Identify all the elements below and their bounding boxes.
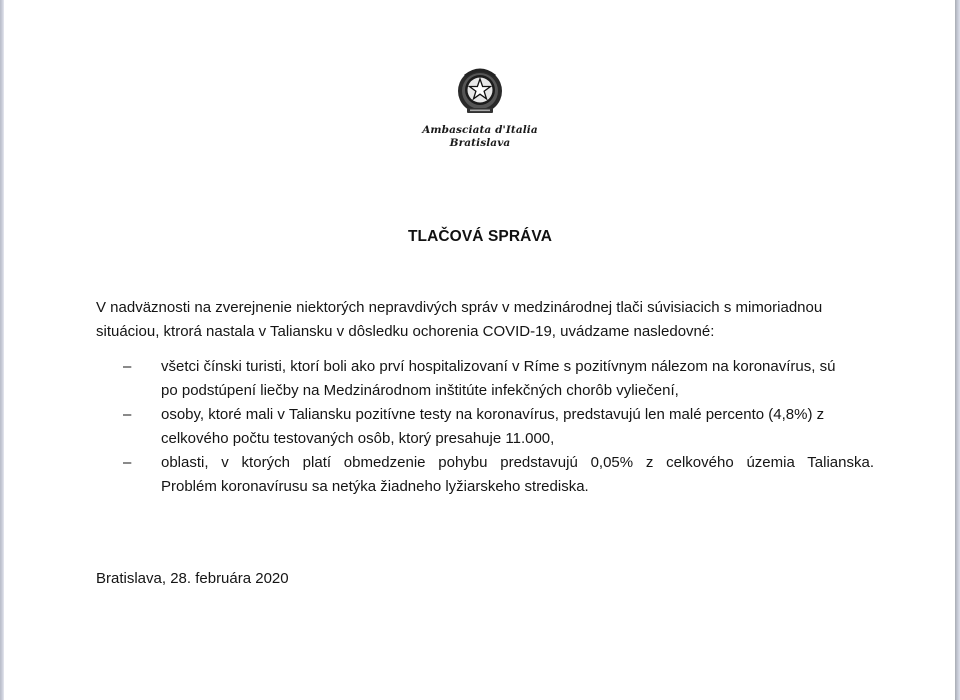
embassy-city: Bratislava xyxy=(449,137,511,149)
bullet-item xyxy=(96,403,874,451)
embassy-name: Ambasciata d'Italia xyxy=(422,124,538,136)
bullet-dash-icon: – xyxy=(123,358,132,375)
bullet-line: všetci čínski turisti, ktorí boli ako prví hospitalizovaní v Ríme s pozitívnym nálezom na koronavírus, sú xyxy=(161,358,836,375)
bullet-item xyxy=(96,451,874,499)
bullet-dash-icon: – xyxy=(123,406,132,423)
page-edge-right xyxy=(955,0,960,700)
bullet-list xyxy=(96,355,896,499)
bullet-line: osoby, ktoré mali v Taliansku pozitívne testy na koronavírus, predstavujú len malé percento (4,8%) z xyxy=(161,406,825,423)
bullet-item xyxy=(96,355,874,403)
bullet-line: celkového počtu testovaných osôb, ktorý presahuje 11.000, xyxy=(161,430,555,447)
signoff-place-date: Bratislava, 28. februára 2020 xyxy=(96,570,289,587)
bullet-line: po podstúpení liečby na Medzinárodnom inštitúte infekčných chorôb vyliečení, xyxy=(161,382,679,399)
bullet-line: Problém koronavírusu sa netýka žiadneho lyžiarskeho strediska. xyxy=(161,478,589,495)
bullet-dash-icon: – xyxy=(123,454,132,471)
italian-republic-emblem-icon xyxy=(455,64,505,116)
page-edge-left xyxy=(0,0,4,700)
intro-paragraph xyxy=(96,296,896,344)
intro-line: situáciou, ktrorá nastala v Taliansku v dôsledku ochorenia COVID-19, uvádzame nasledovné: xyxy=(96,323,715,340)
intro-line: V nadväznosti na zverejnenie niektorých nepravdivých správ v medzinárodnej tlači súvisiacich s mimoriadnou xyxy=(96,299,823,316)
document-title: TLAČOVÁ SPRÁVA xyxy=(407,228,553,245)
bullet-line: oblasti, v ktorých platí obmedzenie pohybu predstavujú 0,05% z celkového územia Talianska. xyxy=(161,454,874,471)
